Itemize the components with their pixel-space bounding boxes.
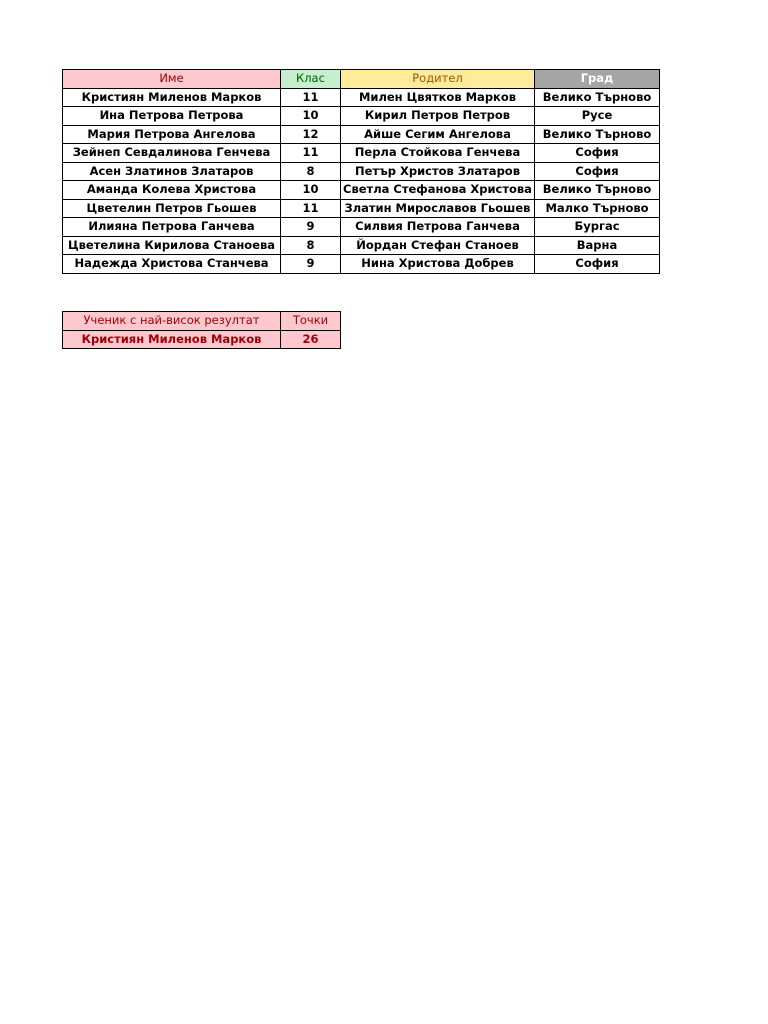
class-cell[interactable]: 10: [281, 107, 341, 126]
name-cell[interactable]: Мария Петрова Ангелова: [63, 125, 281, 144]
table-row: [63, 162, 660, 181]
table-row: [63, 236, 660, 255]
name-cell[interactable]: Ина Петрова Петрова: [63, 107, 281, 126]
name-cell[interactable]: Асен Златинов Златаров: [63, 162, 281, 181]
header-parent-cell[interactable]: Родител: [341, 70, 535, 89]
top-student-name-cell[interactable]: Кристиян Миленов Марков: [63, 330, 281, 349]
city-cell[interactable]: София: [535, 144, 660, 163]
class-cell[interactable]: 11: [281, 144, 341, 163]
city-cell[interactable]: Бургас: [535, 218, 660, 237]
parent-cell[interactable]: Светла Стефанова Христова: [341, 181, 535, 200]
header-points-cell[interactable]: Точки: [281, 312, 341, 331]
class-cell[interactable]: 12: [281, 125, 341, 144]
table-row: [63, 88, 660, 107]
name-cell[interactable]: Цветелина Кирилова Станоева: [63, 236, 281, 255]
table-row: [63, 218, 660, 237]
name-cell[interactable]: Зейнеп Севдалинова Генчева: [63, 144, 281, 163]
city-cell[interactable]: Велико Търново: [535, 125, 660, 144]
table-row: [63, 199, 660, 218]
students-header-row: [63, 70, 660, 89]
parent-cell[interactable]: Златин Мирославов Гьошев: [341, 199, 535, 218]
header-city-cell[interactable]: Град: [535, 70, 660, 89]
name-cell[interactable]: Аманда Колева Христова: [63, 181, 281, 200]
parent-cell[interactable]: Петър Христов Златаров: [341, 162, 535, 181]
class-cell[interactable]: 11: [281, 88, 341, 107]
parent-cell[interactable]: Силвия Петрова Ганчева: [341, 218, 535, 237]
city-cell[interactable]: Малко Търново: [535, 199, 660, 218]
class-cell[interactable]: 9: [281, 255, 341, 274]
table-row: [63, 255, 660, 274]
table-row: [63, 125, 660, 144]
students-body: [63, 88, 660, 273]
name-cell[interactable]: Надежда Христова Станчева: [63, 255, 281, 274]
class-cell[interactable]: 8: [281, 162, 341, 181]
parent-cell[interactable]: Перла Стойкова Генчева: [341, 144, 535, 163]
name-cell[interactable]: Цветелин Петров Гьошев: [63, 199, 281, 218]
header-name-cell[interactable]: Име: [63, 70, 281, 89]
header-class-cell[interactable]: Клас: [281, 70, 341, 89]
city-cell[interactable]: София: [535, 162, 660, 181]
parent-cell[interactable]: Айше Сегим Ангелова: [341, 125, 535, 144]
city-cell[interactable]: София: [535, 255, 660, 274]
class-cell[interactable]: 10: [281, 181, 341, 200]
table-row: [63, 107, 660, 126]
name-cell[interactable]: Кристиян Миленов Марков: [63, 88, 281, 107]
class-cell[interactable]: 8: [281, 236, 341, 255]
city-cell[interactable]: Русе: [535, 107, 660, 126]
name-cell[interactable]: Илияна Петрова Ганчева: [63, 218, 281, 237]
parent-cell[interactable]: Милен Цвятков Марков: [341, 88, 535, 107]
class-cell[interactable]: 11: [281, 199, 341, 218]
students-table: [62, 69, 660, 274]
table-row: [63, 181, 660, 200]
parent-cell[interactable]: Кирил Петров Петров: [341, 107, 535, 126]
parent-cell[interactable]: Йордан Стефан Станоев: [341, 236, 535, 255]
header-top-student-cell[interactable]: Ученик с най-висок резултат: [63, 312, 281, 331]
top-result-table: [62, 311, 341, 349]
city-cell[interactable]: Варна: [535, 236, 660, 255]
result-header-row: [63, 312, 341, 331]
city-cell[interactable]: Велико Търново: [535, 181, 660, 200]
parent-cell[interactable]: Нина Христова Добрев: [341, 255, 535, 274]
result-row: [63, 330, 341, 349]
city-cell[interactable]: Велико Търново: [535, 88, 660, 107]
top-student-points-cell[interactable]: 26: [281, 330, 341, 349]
class-cell[interactable]: 9: [281, 218, 341, 237]
table-row: [63, 144, 660, 163]
